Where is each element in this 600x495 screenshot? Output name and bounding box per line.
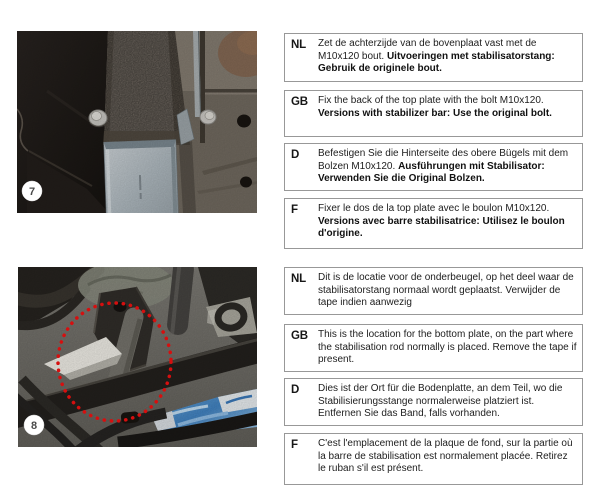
instruction-text: Zet de achterzijde van de bovenplaat vast met de M10x120 bout. Uitvoeringen met stabilisatorstang: Gebruik de originele bout.: [318, 38, 555, 75]
instruction-text: Dit is de locatie voor de onderbeugel, op het deel waar de stabilisatorstang normaal wordt geplaatst. Verwijder de tape indien aanwezig: [318, 272, 574, 309]
photo-grain: [18, 267, 257, 447]
lang-code-f: F: [291, 438, 298, 451]
photo-step7-top-plate-bolt: [17, 31, 257, 213]
instruction-text: C'est l'emplacement de la plaque de fond, sur la partie où la barre de stabilisation est normalement placée. Retirez le ruban s'il est présent.: [318, 438, 573, 475]
lang-code-d: D: [291, 148, 300, 161]
photo-step8-illustration: [18, 267, 257, 447]
lang-code-nl: NL: [291, 38, 306, 51]
instruction-text: Befestigen Sie die Hinterseite des obere Bügels mit dem Bolzen M10x120. Ausführungen mit Stabilisator: Verwenden Sie die Original Bolzen.: [318, 148, 569, 185]
instruction-step8-d: [284, 378, 583, 426]
photo-grain: [17, 31, 257, 213]
instruction-step8-f: [284, 433, 583, 485]
step-number-badge-8: [24, 415, 44, 435]
step-number-badge-7: [22, 181, 42, 201]
instruction-text: Fix the back of the top plate with the bolt M10x120. Versions with stabilizer bar: Use the original bolt.: [318, 95, 552, 119]
instruction-text: This is the location for the bottom plate, on the part where the stabilisation rod normally is placed. Remove the tape if present.: [318, 329, 577, 366]
instruction-text: Dies ist der Ort für die Bodenplatte, an dem Teil, wo die Stabilisierungsstange normalerweise platziert ist. Entfernen Sie das Band, falls vorhanden.: [318, 383, 563, 420]
photo-step8-bottom-plate-location: [18, 267, 257, 447]
instruction-step7-d: [284, 143, 583, 191]
lang-code-gb: GB: [291, 329, 308, 342]
lang-code-nl: NL: [291, 272, 306, 285]
instruction-step8-gb: [284, 324, 583, 372]
step-number-7: 7: [28, 186, 36, 198]
lang-code-gb: GB: [291, 95, 308, 108]
lang-code-f: F: [291, 203, 298, 216]
instruction-text: Fixer le dos de la top plate avec le boulon M10x120. Versions avec barre stabilisatrice: Utilisez le boulon d'origine.: [318, 203, 565, 240]
lang-code-d: D: [291, 383, 300, 396]
step-number-8: 8: [30, 420, 38, 432]
instruction-step8-nl: [284, 267, 583, 315]
instruction-step7-f: [284, 198, 583, 249]
photo-step7-illustration: [17, 31, 257, 213]
instruction-step7-gb: [284, 90, 583, 137]
instruction-step7-nl: [284, 33, 583, 82]
